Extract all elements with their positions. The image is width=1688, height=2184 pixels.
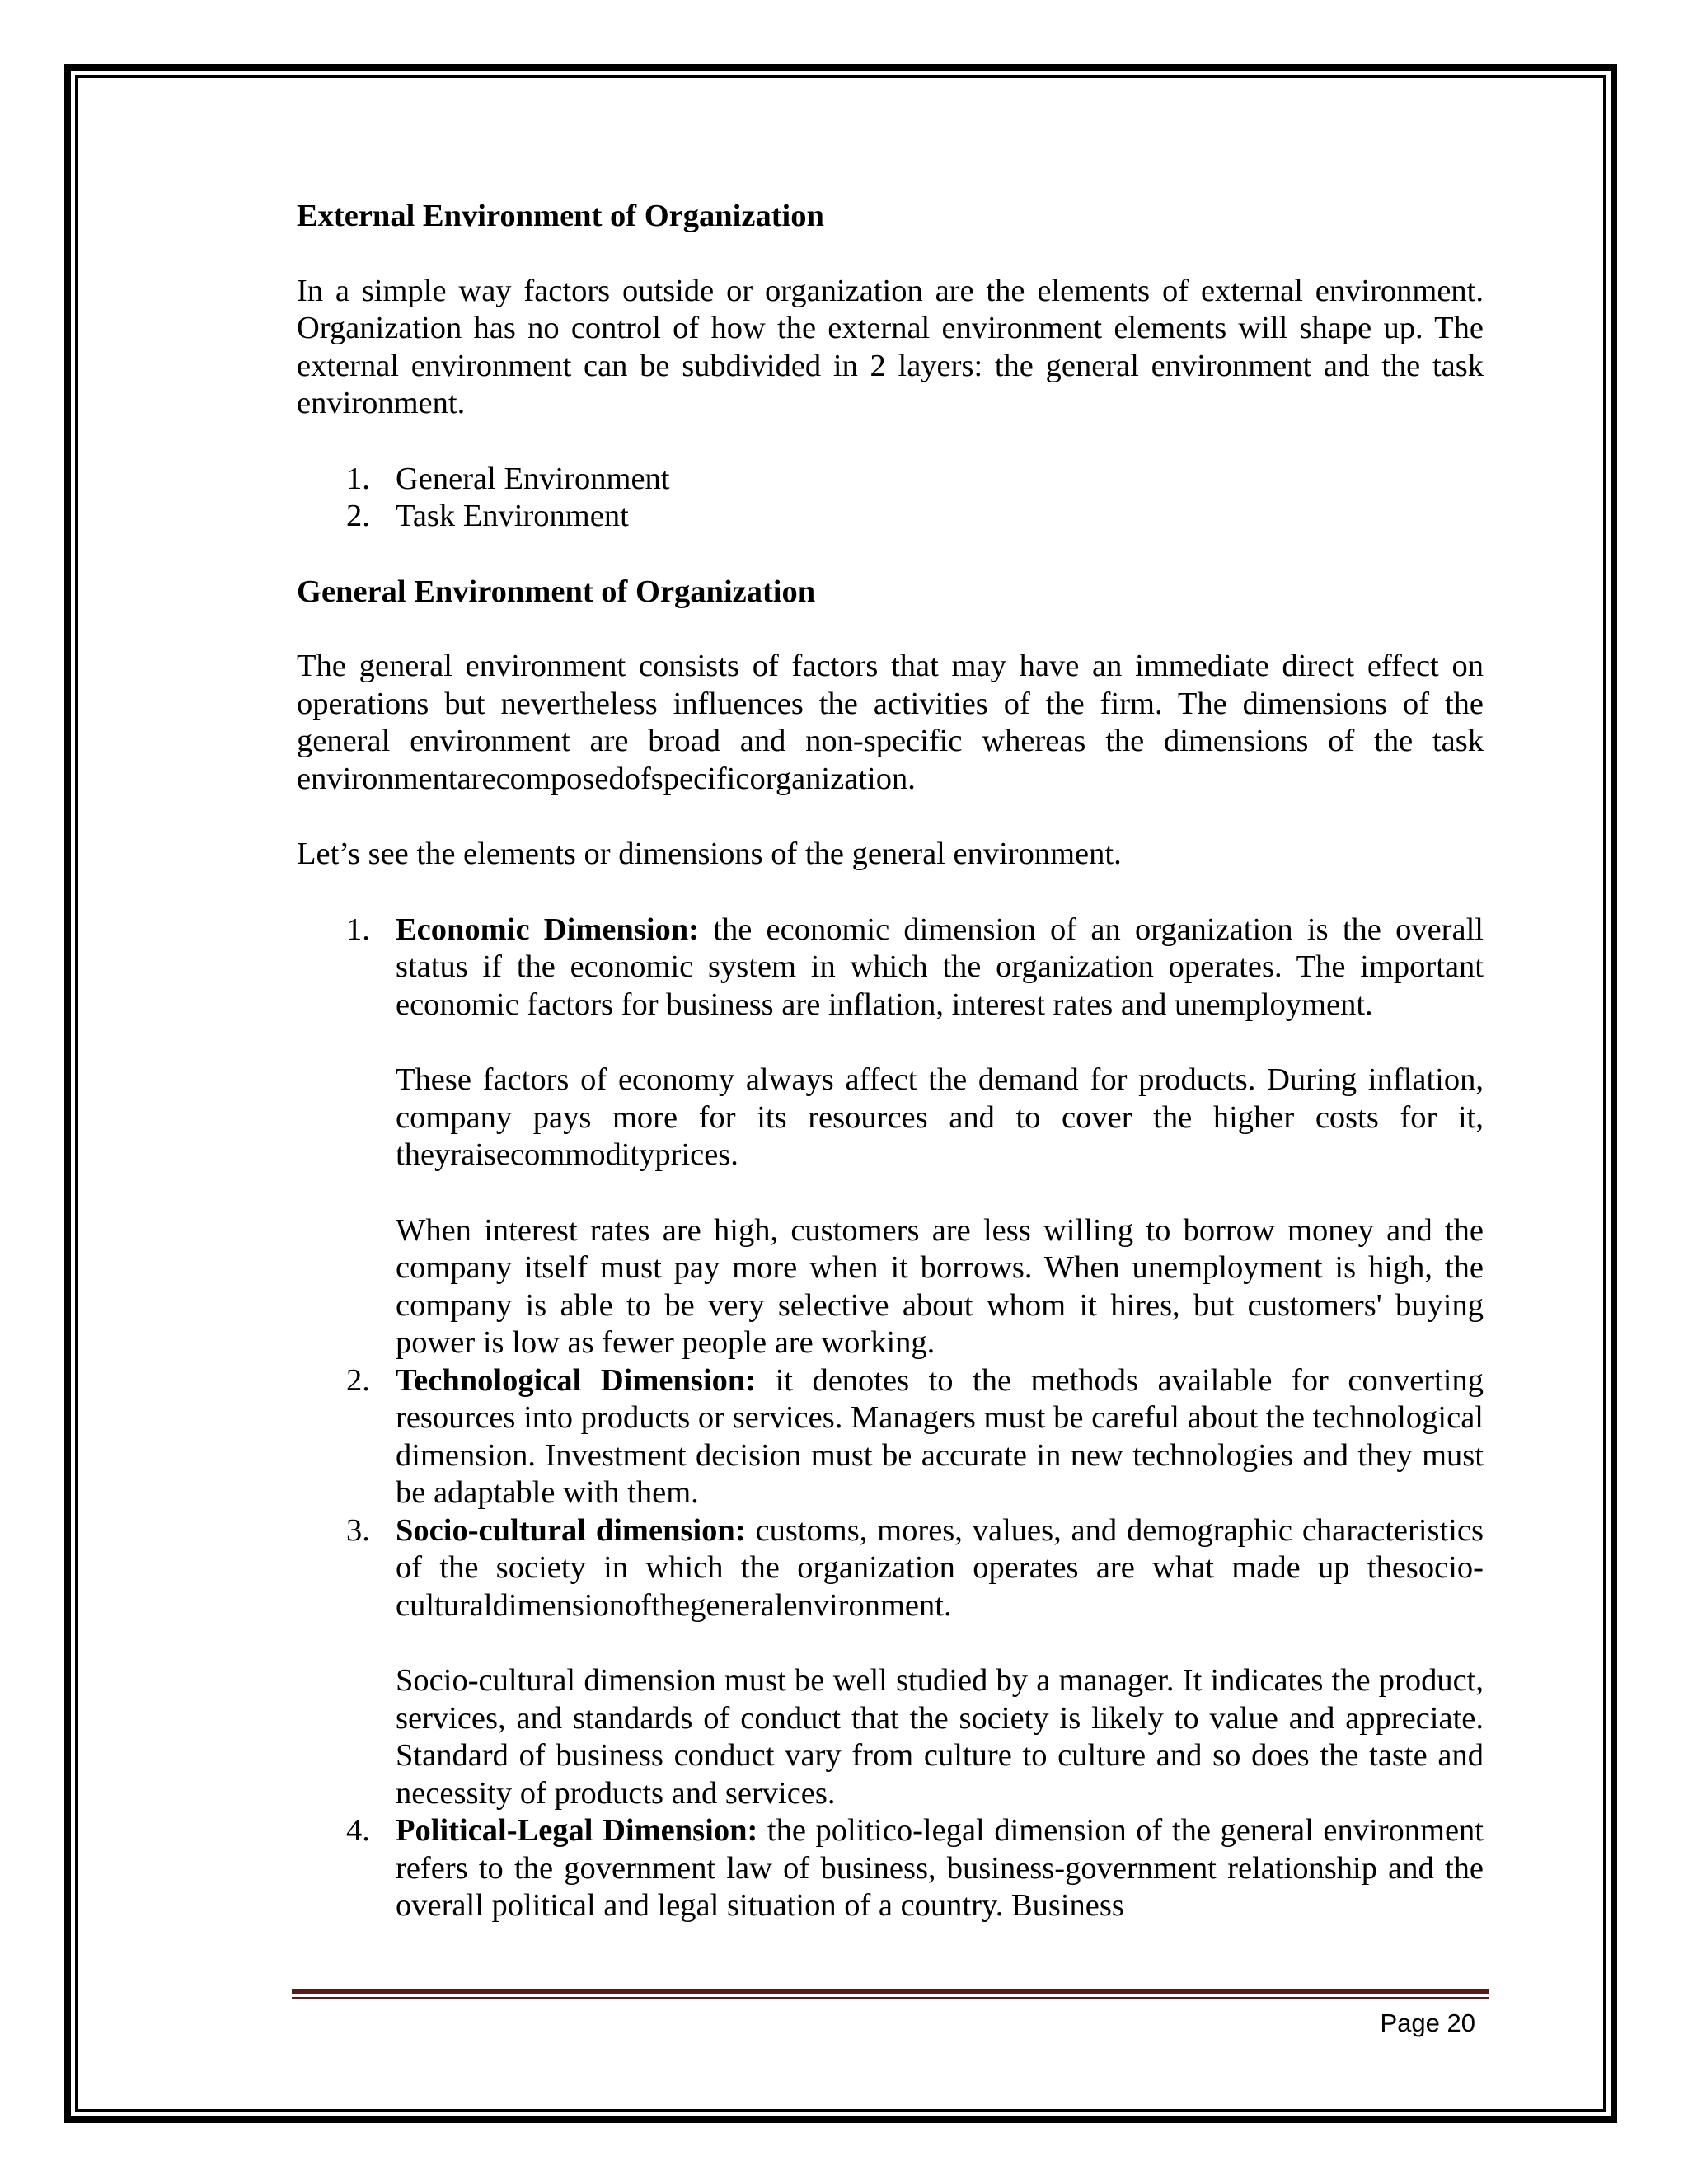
dimension-extra-paragraph: These factors of economy always affect the demand for products. During inflation, company pays more for its resources and to cover the higher costs for it, theyraisecommodityprices. — [396, 1062, 1484, 1172]
section-heading-general: General Environment of Organization — [297, 574, 816, 609]
dimension-paragraph — [396, 1812, 1484, 1925]
dimensions-lead-paragraph: Let’s see the elements or dimensions of the general environment. — [297, 837, 1122, 871]
dimension-item-socio-cultural — [297, 1512, 1484, 1813]
page-number: Page 20 — [1380, 2008, 1475, 2037]
list-number: 2. — [346, 1362, 370, 1398]
external-intro-paragraph: In a simple way factors outside or organization are the elements of external environment. Organization has no control of how the external environment elements will shape up. The external environment can be subdivided in 2 layers: the general environment and the task environment. — [297, 273, 1484, 420]
environment-layers-list — [297, 461, 1484, 536]
dimension-paragraph — [396, 912, 1484, 1024]
dimension-item-technological — [297, 1362, 1484, 1512]
dimension-paragraph — [396, 1362, 1484, 1512]
dimension-text: customs, mores, values, and demographic characteristics of the society in which the organization operates are what made up thesocio-culturaldimensionofthegeneralenvironment. — [396, 1512, 1484, 1623]
list-item-text: General Environment — [396, 461, 670, 496]
list-item-text: Task Environment — [396, 499, 629, 533]
list-number: 3. — [346, 1512, 370, 1548]
list-item — [297, 461, 1484, 499]
list-number: 4. — [346, 1813, 370, 1848]
dimension-term: Economic Dimension: — [396, 912, 700, 947]
dimension-term: Socio-cultural dimension: — [396, 1512, 746, 1548]
dimension-text: the politico-legal dimension of the general environment refers to the government law of business, business-government relationship and the overall political and legal situation of a country. Business — [396, 1813, 1484, 1923]
list-number: 1. — [346, 912, 370, 947]
dimension-term: Technological Dimension: — [396, 1362, 757, 1398]
general-intro-paragraph: The general environment consists of factors that may have an immediate direct effect on operations but nevertheless influences the activities of the firm. The dimensions of the general environment are broad and non-specific whereas the dimensions of the task environmentarecomposedofspecificorganization. — [297, 649, 1484, 796]
dimension-term: Political-Legal Dimension: — [396, 1813, 758, 1848]
dimension-item-economic — [297, 912, 1484, 1362]
dimension-extra-paragraph: Socio-cultural dimension must be well studied by a manager. It indicates the product, services, and standards of conduct that the society is likely to value and appreciate. Standard of business conduct vary from culture to culture and so does the taste and necessity of products and services. — [396, 1663, 1484, 1811]
footer-rule-thick — [292, 1989, 1489, 1994]
list-number: 1. — [346, 461, 370, 496]
section-heading-external: External Environment of Organization — [297, 199, 824, 233]
list-item — [297, 498, 1484, 536]
dimensions-list — [297, 912, 1484, 1925]
dimension-text: it denotes to the methods available for converting resources into products or services. Managers must be careful about the technological dimension. Investment decision must be accurate in new technologies and they must be adaptable with them. — [396, 1362, 1484, 1510]
footer-rule-thin — [292, 1997, 1489, 1999]
page-content — [297, 198, 1484, 1925]
dimension-item-political-legal — [297, 1812, 1484, 1925]
dimension-extra-paragraph: When interest rates are high, customers are less willing to borrow money and the company itself must pay more when it borrows. When unemployment is high, the company is able to be very selective about whom it hires, but customers' buying power is low as fewer people are working. — [396, 1212, 1484, 1360]
dimension-paragraph — [396, 1512, 1484, 1625]
list-number: 2. — [346, 499, 370, 533]
dimension-text: the economic dimension of an organization is the overall status if the economic system in which the organization operates. The important economic factors for business are inflation, interest rates and unemployment. — [396, 912, 1484, 1022]
